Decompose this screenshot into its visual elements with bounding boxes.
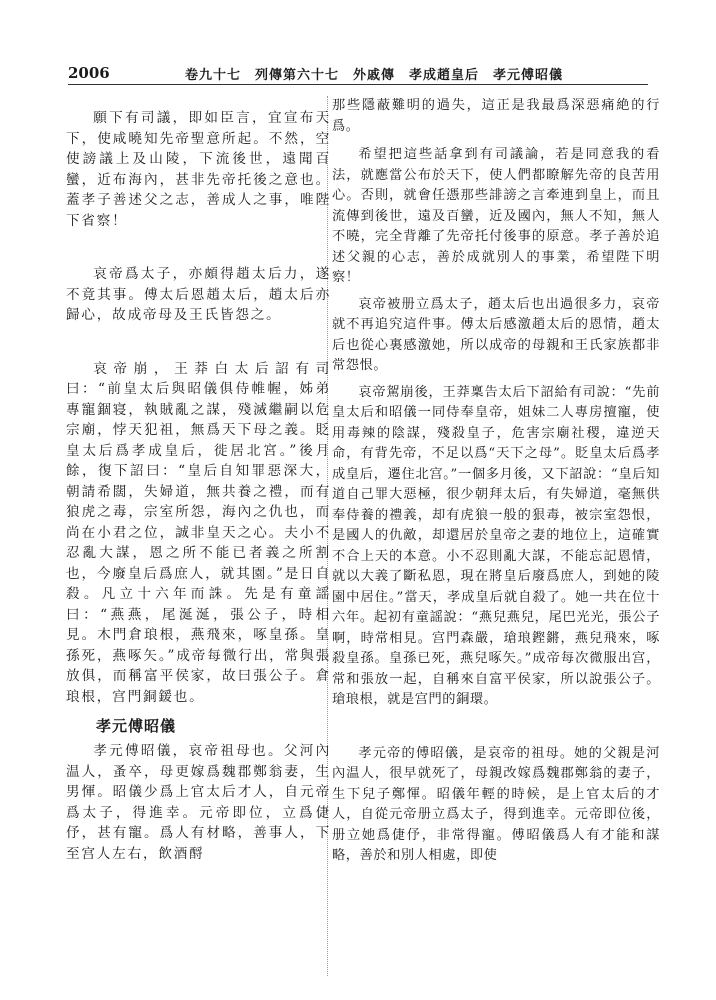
- original-paragraph: 孝元傅昭儀，哀帝祖母也。父河內温人，蚤卒，母更嫁爲魏郡鄭翁妻，生男惲。昭儀少爲上官太后才人，自元帝爲太子，得進幸。元帝即位，立爲倢伃，甚有寵。爲人有材略，善事人，下至宫人左右，飲酒酹: [66, 743, 331, 862]
- translation-paragraph: 孝元帝的傅昭儀，是哀帝的祖母。她的父親是河內温人，很早就死了，母親改嫁爲魏郡鄭翁的妻子，生下兒子鄭惲。昭儀年輕的時候，是上官太后的才人，自從元帝册立爲太子，得到進幸。元帝即位後，册立她爲倢伃，非常得寵。傅昭儀爲人有才能和謀略，善於和別人相處，即使: [332, 745, 660, 863]
- original-paragraph: 願下有司議，即如臣言，宜宣布天下，使咸曉知先帝聖意所起。不然，空使謗議上及山陵，下流後世，遠聞百蠻，近布海內，甚非先帝托後之意也。蓋孝子善述父之志，善成人之事，唯陛下省察！: [66, 110, 331, 229]
- section-title: 孝元傅昭儀: [96, 717, 177, 735]
- translation-column: [332, 96, 660, 867]
- original-paragraph: 哀帝崩，王莽白太后詔有司曰：“前皇太后與昭儀俱侍帷幄，姊弟專寵錮寝，執賊亂之謀，殘滅繼嗣以危宗廟，悖天犯祖，無爲天下母之義。貶皇太后爲孝成皇后，徙居北宮。”後月餘，復下詔曰：“皇后自知罪惡深大，朝請希闊，失婦道，無共養之禮，而有狼虎之毒，宗室所怨，海內之仇也，而尚在小君之位，誠非皇天之心。夫小不忍亂大謀，恩之所不能已者義之所割也，今廢皇后爲庶人，就其園。”是日自殺。凡立十六年而誅。先是有童謡曰：“燕燕，尾涎涎，張公子，時相見。木門倉琅根，燕飛來，啄皇孫。皇孫死，燕啄矢。”成帝每微行出，常與張放俱，而稱富平侯家，故曰張公子。倉琅根，宫門銅鍰也。: [66, 360, 331, 705]
- original-paragraph: 哀帝爲太子，亦頗得趙太后力，遂不竟其事。傅太后恩趙太后，趙太后亦歸心，故成帝母及王氏皆怨之。: [66, 266, 331, 323]
- page-number: 2006: [68, 64, 110, 82]
- original-text-column: [66, 96, 331, 864]
- header-rule: [68, 84, 648, 85]
- translation-paragraph: 哀帝駕崩後，王莽稟告太后下詔給有司說：“先前皇太后和昭儀一同侍奉皇帝，姐妹二人專房擅寵，使用毒辣的陰謀，殘殺皇子，危害宗廟社稷，違逆天命，有背先帝，不足以爲“天下之母”。貶皇太后爲孝成皇后，遷住北宫。”一個多月後，又下詔說：“皇后知道自己罪大惡極，很少朝拜太后，有失婦道，毫無供奉侍養的禮義，却有虎狼一般的狠毒，被宗室怨恨，是國人的仇敵，却還居於皇帝之妻的地位上，這確實不合上天的本意。小不忍則亂大謀，不能忘記恩情，就以大義了斷私恩，現在將皇后廢爲庶人，到她的陵園中居住。”當天，孝成皇后就自殺了。她一共在位十六年。起初有童謡說：“燕兒燕兒，尾巴光光，張公子啊，時常相見。宫門森嚴，瑲琅鏗鏘，燕兒飛來，啄殺皇孫。皇孫已死，燕兒啄矢。”成帝每次微服出宫，常和張放一起，自稱來自富平侯家，所以說張公子。瑲琅根，就是宫門的銅環。: [332, 384, 660, 707]
- running-head: 卷九十七 列傳第六十七 外戚傳 孝成趙皇后 孝元傅昭儀: [185, 68, 564, 83]
- translation-paragraph: 那些隱蔽難明的過失，這正是我最爲深惡痛絶的行爲。: [332, 98, 660, 134]
- page-header: [0, 58, 716, 84]
- translation-paragraph: 哀帝被册立爲太子，趙太后也出過很多力，哀帝就不再追究這件事。傅太后感激趙太后的恩情，趙太后也從心裏感激她，所以成帝的母親和王氏家族都非常怨恨。: [332, 296, 660, 373]
- translation-paragraph: 希望把這些話拿到有司議論，若是同意我的看法，就應當公布於天下，使人們都瞭解先帝的良苦用心。否則，就會任憑那些誹謗之言牽連到皇上，而且流傳到後世，遠及百蠻，近及國內，無人不知，無人不曉，完全背離了先帝托付後事的原意。孝子善於追述父親的心志，善於成就別人的事業，希望陛下明察！: [332, 147, 660, 285]
